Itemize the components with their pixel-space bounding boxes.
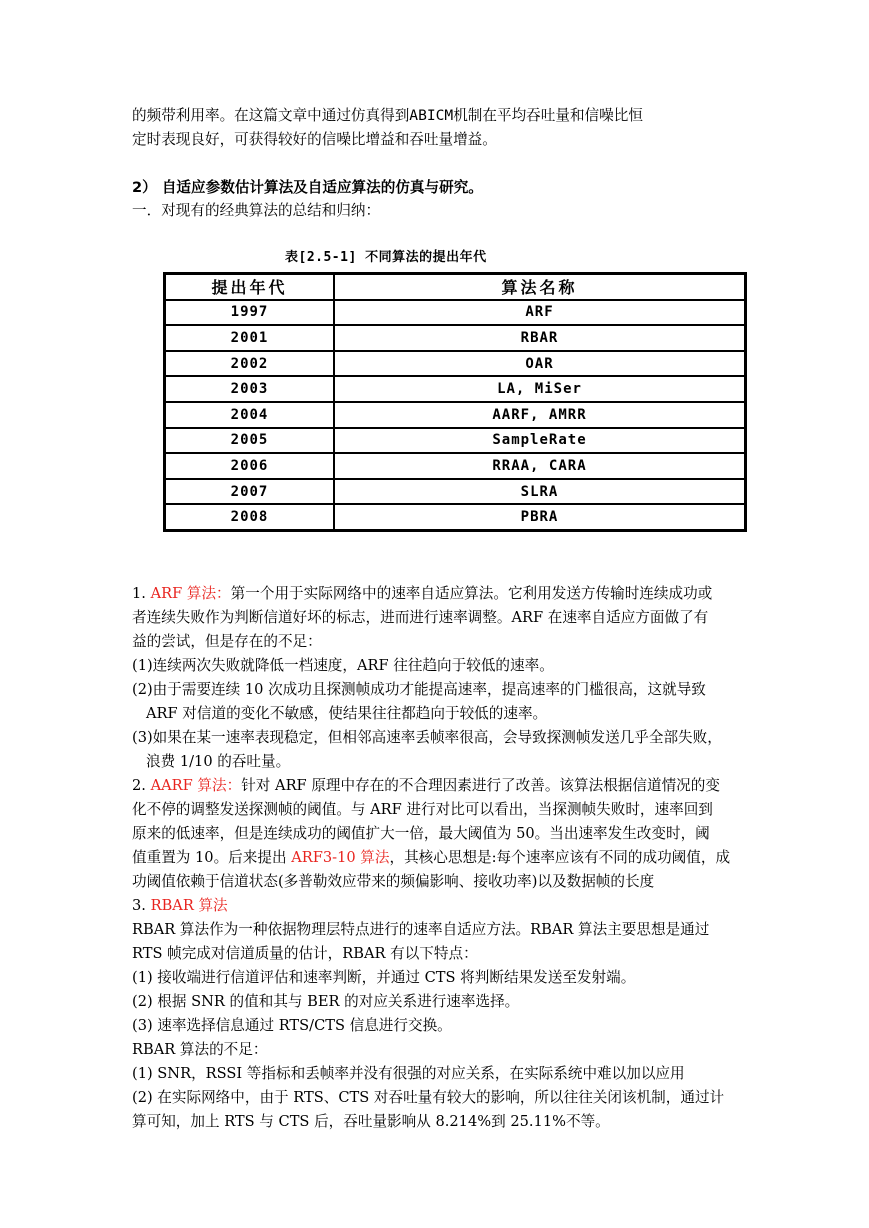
table-row [165,453,746,479]
aarf-title: AARF 算法： [150,777,242,794]
intro-paragraph [132,104,742,152]
year-cell: 2008 [165,504,335,530]
algorithm-cell: SampleRate [334,428,746,454]
arf-point-2-cont: ARF 对信道的变化不敏感，使结果往往都趋向于较低的速率。 [146,705,548,722]
rbar-shortcoming-2: (2) 在实际网络中，由于 RTS、CTS 对吞吐量有较大的影响，所以往往关闭该机制，通过计 [132,1089,725,1106]
year-cell: 2001 [165,325,335,351]
rbar-title: RBAR 算法 [150,897,228,914]
section-2-heading: 2） 自适应参数估计算法及自适应算法的仿真与研究。 [132,179,483,196]
rbar-heading [132,894,742,918]
rbar-shortcoming-2-cont: 算可知，加上 RTS 与 CTS 后，吞吐量影响从 8.214%到 25.11%不等。 [132,1113,610,1130]
aarf-text-4b: ，其核心思想是:每个速率应该有不同的成功阈值，成 [389,849,731,866]
header-algorithm: 算法名称 [334,274,746,300]
rbar-feature-2: (2) 根据 SNR 的值和其与 BER 的对应关系进行速率选择。 [132,993,520,1010]
table-row [165,351,746,377]
table-row [165,479,746,505]
intro-line-2: 定时表现良好，可获得较好的信噪比增益和吞吐量增益。 [132,131,497,148]
aarf-line-4 [132,846,742,870]
arf-point-2: (2)由于需要连续 10 次成功且探测帧成功才能提高速率，提高速率的门槛很高，这就导致 [132,681,706,698]
aarf-text-1: 针对 ARF 原理中存在的不合理因素进行了改善。该算法根据信道情况的变 [241,777,720,794]
intro-line-1: 的频带利用率。在这篇文章中通过仿真得到ABICM机制在平均吞吐量和信噪比恒 [132,107,643,124]
algorithm-cell: RBAR [334,325,746,351]
table-header-row [165,274,746,300]
year-cell: 2005 [165,428,335,454]
aarf-section [132,774,742,894]
rbar-shortcomings-title: RBAR 算法的不足： [132,1041,268,1058]
arf-line-3: 益的尝试，但是存在的不足： [132,633,322,650]
algorithm-cell: SLRA [334,479,746,505]
year-cell: 2004 [165,402,335,428]
aarf-line-5: 功阈值依赖于信道状态(多普勒效应带来的频偏影响、接收功率)以及数据帧的长度 [132,873,655,890]
header-year: 提出年代 [165,274,335,300]
aarf-line-1 [132,774,742,798]
rbar-shortcoming-1: (1) SNR，RSSI 等指标和丢帧率并没有很强的对应关系，在实际系统中难以加以应用 [132,1065,685,1082]
rbar-section [132,894,742,1134]
algorithm-cell: AARF, AMRR [334,402,746,428]
arf3-10-link-text: ARF3-10 算法 [291,849,390,866]
arf-text-1: 第一个用于实际网络中的速率自适应算法。它利用发送方传输时连续成功或 [230,585,713,602]
arf-line-1 [132,582,742,606]
rbar-line-1: RBAR 算法作为一种依据物理层特点进行的速率自适应方法。RBAR 算法主要思想是通过 [132,921,710,938]
rbar-feature-3: (3) 速率选择信息通过 RTS/CTS 信息进行交换。 [132,1017,452,1034]
algorithm-cell: LA, MiSer [334,376,746,402]
aarf-line-3: 原来的低速率，但是连续成功的阈值扩大一倍，最大阈值为 50。当出速率发生改变时，阈 [132,825,710,842]
algorithm-cell: RRAA, CARA [334,453,746,479]
arf-number: 1. [132,585,151,602]
aarf-line-2: 化不停的调整发送探测帧的阈值。与 ARF 进行对比可以看出，当探测帧失败时，速率回到 [132,801,713,818]
year-cell: 2007 [165,479,335,505]
aarf-text-4a: 值重置为 10。后来提出 [132,849,292,866]
algorithm-cell: OAR [334,351,746,377]
arf-section [132,582,742,774]
table-caption: 表[2.5-1] 不同算法的提出年代 [285,250,487,265]
algorithm-year-table [163,272,747,532]
table-row [165,376,746,402]
year-cell: 2003 [165,376,335,402]
arf-title: ARF 算法： [150,585,231,602]
year-cell: 1997 [165,300,335,326]
year-cell: 2006 [165,453,335,479]
rbar-number: 3. [132,897,151,914]
arf-line-2: 者连续失败作为判断信道好坏的标志，进而进行速率调整。ARF 在速率自适应方面做了有 [132,609,709,626]
table-row [165,504,746,530]
year-cell: 2002 [165,351,335,377]
aarf-number: 2. [132,777,151,794]
algorithm-cell: PBRA [334,504,746,530]
algorithm-cell: ARF [334,300,746,326]
rbar-feature-1: (1) 接收端进行信道评估和速率判断，并通过 CTS 将判断结果发送至发射端。 [132,969,636,986]
rbar-line-2: RTS 帧完成对信道质量的估计，RBAR 有以下特点： [132,945,478,962]
arf-point-3-cont: 浪费 1/10 的吞吐量。 [146,753,291,770]
table-row [165,428,746,454]
arf-point-1: (1)连续两次失败就降低一档速度，ARF 往往趋向于较低的速率。 [132,657,554,674]
arf-point-3: (3)如果在某一速率表现稳定，但相邻高速率丢帧率很高，会导致探测帧发送几乎全部失败， [132,729,722,746]
subheading: 一．对现有的经典算法的总结和归纳： [132,202,381,219]
table-row [165,325,746,351]
table-row [165,402,746,428]
table-row [165,300,746,326]
